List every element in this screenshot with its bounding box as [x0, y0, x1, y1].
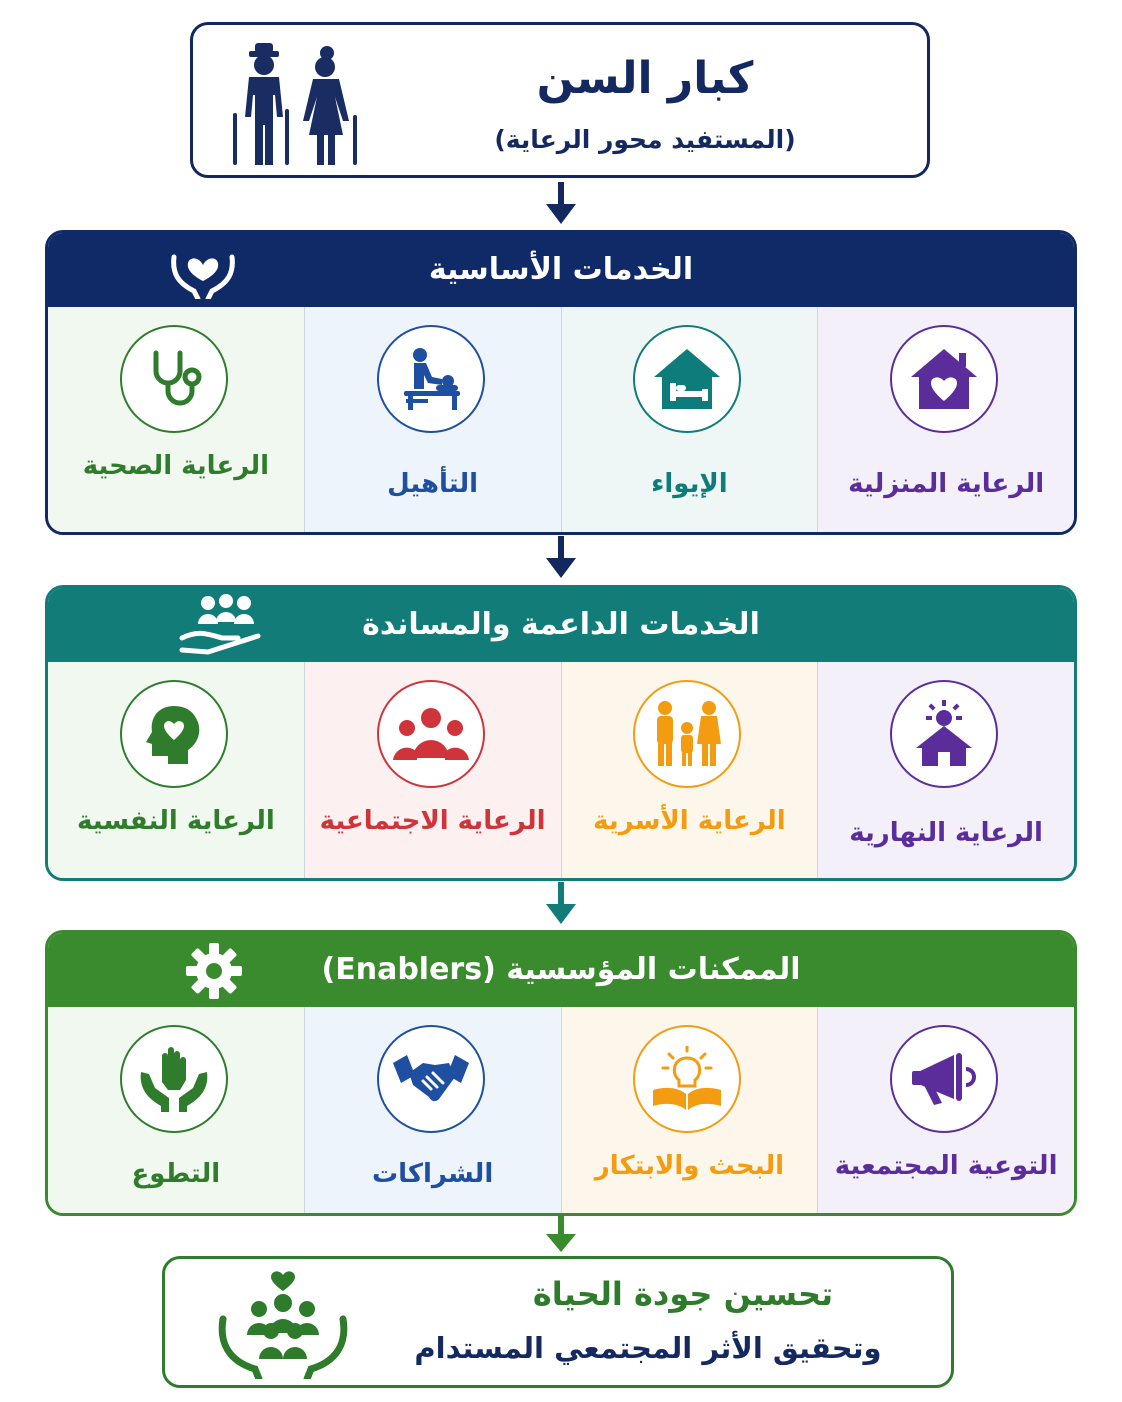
lightbulb-book-icon — [633, 1025, 741, 1133]
service-cell-shelter — [562, 307, 819, 532]
stethoscope-icon — [120, 325, 228, 433]
support-cell-social — [305, 662, 562, 878]
support-services-title: الخدمات الداعمة والمساندة — [362, 607, 760, 642]
outcome-title: تحسين جودة الحياة — [532, 1275, 834, 1313]
enablers-panel — [45, 930, 1077, 1216]
enabler-cell-research — [562, 1007, 819, 1213]
enabler-label-research: البحث والابتكار — [594, 1151, 784, 1181]
core-services-panel — [45, 230, 1077, 535]
core-services-header — [48, 233, 1074, 307]
support-services-header — [48, 588, 1074, 662]
service-cell-health — [48, 307, 305, 532]
enablers-title: الممكنات المؤسسية (Enablers) — [321, 952, 801, 987]
rehabilitation-icon — [377, 325, 485, 433]
support-label-psych: الرعاية النفسية — [76, 806, 275, 836]
flow-arrow-3 — [546, 882, 576, 928]
service-label-home: الرعاية المنزلية — [848, 469, 1045, 499]
service-cell-home — [818, 307, 1074, 532]
volunteer-hands-icon — [120, 1025, 228, 1133]
enabler-label-awareness: التوعية المجتمعية — [834, 1151, 1058, 1181]
outcome-box — [162, 1256, 954, 1388]
support-label-family: الرعاية الأسرية — [593, 806, 786, 836]
support-cell-psych — [48, 662, 305, 878]
service-label-rehab: التأهيل — [387, 469, 479, 499]
family-icon — [633, 680, 741, 788]
enabler-cell-awareness — [818, 1007, 1074, 1213]
support-cell-daycare — [818, 662, 1074, 878]
shelter-bed-icon — [633, 325, 741, 433]
support-services-panel — [45, 585, 1077, 881]
beneficiary-subtitle: (المستفيد محور الرعاية) — [494, 125, 796, 154]
service-label-health: الرعاية الصحية — [82, 451, 270, 481]
megaphone-icon — [890, 1025, 998, 1133]
beneficiary-title: كبار السن — [536, 53, 754, 104]
enabler-cell-volunteer — [48, 1007, 305, 1213]
flow-arrow-2 — [546, 536, 576, 582]
support-cell-family — [562, 662, 819, 878]
enabler-label-partnerships: الشراكات — [372, 1159, 494, 1189]
day-care-house-sun-icon — [890, 680, 998, 788]
support-label-social: الرعاية الاجتماعية — [319, 806, 546, 836]
core-services-title: الخدمات الأساسية — [428, 252, 694, 287]
support-label-daycare: الرعاية النهارية — [849, 818, 1043, 848]
beneficiary-box — [190, 22, 930, 178]
service-cell-rehab — [305, 307, 562, 532]
people-group-icon — [377, 680, 485, 788]
flow-arrow-1 — [546, 182, 576, 228]
enabler-cell-partnerships — [305, 1007, 562, 1213]
handshake-icon — [377, 1025, 485, 1133]
enabler-label-volunteer: التطوع — [131, 1159, 221, 1189]
enablers-header — [48, 933, 1074, 1007]
outcome-subtitle: وتحقيق الأثر المجتمعي المستدام — [414, 1331, 882, 1365]
community-hands-heart-icon — [215, 1269, 351, 1383]
service-label-shelter: الإيواء — [651, 469, 728, 499]
home-heart-icon — [890, 325, 998, 433]
head-heart-icon — [120, 680, 228, 788]
